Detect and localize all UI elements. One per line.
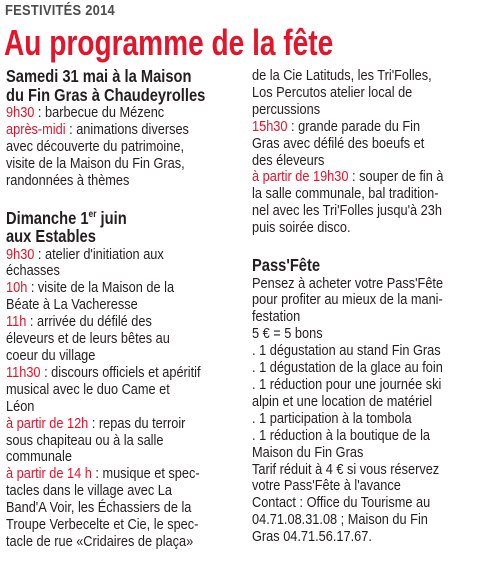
program-text: Léon (6, 397, 35, 415)
sunday-heading-line: Dimanche 1er juin (6, 207, 127, 228)
program-text: Troupe Verbecelte et Cie, le spec- (6, 516, 199, 534)
saturday-heading-line: du Fin Gras à Chaudeyrolles (6, 84, 206, 105)
program-text: : visite de la Maison de la (27, 279, 175, 297)
pass-fete-line: . 1 réduction pour une journée ski (252, 376, 442, 393)
pass-fete-line: pour profiter au mieux de la mani- (252, 291, 443, 309)
program-line (6, 517, 209, 534)
pass-fete-line: votre Pass'Fête à l'avance (252, 477, 401, 495)
program-text: Béate à La Vacheresse (6, 296, 138, 314)
pass-fete-line: 04.71.08.31.08 ; Maison du Fin (252, 511, 428, 529)
program-line (6, 280, 209, 297)
program-line (6, 500, 209, 517)
program-time: 9h30 (6, 245, 35, 263)
program-text: : repas du terroir (88, 414, 186, 432)
program-line (6, 399, 209, 416)
program-text: de la Cie Latituds, les Tri'Folles, (252, 67, 432, 84)
program-time: à partir de 12h (6, 414, 89, 432)
program-line (6, 483, 209, 500)
program-line (6, 263, 209, 280)
program-line (252, 119, 447, 136)
saturday-heading (6, 68, 248, 104)
program-text: : souper de fin à (348, 168, 444, 186)
program-line (252, 153, 447, 170)
program-line (6, 314, 209, 331)
program-text: Band'A Voir, les Échassiers de la (6, 499, 192, 517)
pass-fete-line: . 1 participation à la tombola (252, 409, 412, 427)
program-line (6, 173, 209, 190)
program-line (6, 122, 209, 139)
headline: Au programme de la fête (4, 22, 334, 63)
program-text: Los Percutos atelier local de (252, 83, 413, 101)
pass-fete-line: Tarif réduit à 4 € si vous réservez (252, 460, 440, 478)
program-line (252, 186, 447, 203)
program-line (6, 466, 209, 483)
pass-fete-line: . 1 dégustation au stand Fin Gras (252, 342, 441, 360)
sunday-program (6, 247, 248, 551)
program-line (6, 247, 209, 264)
program-text: éleveurs et de leurs bêtes au (6, 330, 170, 348)
saturday-program (6, 105, 248, 190)
program-line (6, 297, 209, 314)
program-text: : musique et spec- (91, 465, 200, 483)
program-text: sous chapiteau ou à la salle (6, 431, 164, 449)
program-continued (252, 68, 484, 237)
program-text: : grande parade du Fin (287, 117, 421, 135)
program-text: la salle communale, bal tradition- (252, 185, 439, 203)
left-column (6, 68, 248, 551)
pass-fete-line: Contact : Office du Tourisme au (252, 494, 431, 512)
program-line (6, 156, 209, 173)
pass-fete-line: . 1 dégustation de la glace au foin (252, 359, 443, 377)
program-line (6, 416, 209, 433)
program-time: à partir de 19h30 (252, 168, 349, 186)
program-text: : discours officiels et apéritif (40, 363, 201, 381)
program-line (6, 331, 209, 348)
program-time: 15h30 (252, 117, 288, 135)
program-text: : arrivée du défilé des (26, 313, 152, 331)
program-text: nel avec les Tri'Folles jusqu'à 23h (252, 202, 442, 220)
pass-fete-heading: Pass'Fête (252, 255, 321, 276)
program-text: randonnées à thèmes (6, 171, 130, 189)
program-text: des éleveurs (252, 151, 325, 169)
program-text: coeur du village (6, 346, 96, 364)
pass-fete-line: Maison du Fin Gras (252, 443, 364, 461)
program-text: : animations diverses (65, 120, 189, 138)
program-line (6, 105, 209, 122)
program-text: échasses (6, 262, 60, 280)
program-line (6, 139, 209, 156)
program-text: communale (6, 448, 72, 466)
program-line (6, 382, 209, 399)
saturday-heading-line: Samedi 31 mai à la Maison (6, 66, 192, 86)
program-line (6, 365, 209, 382)
program-time: 11h30 (6, 363, 41, 381)
pass-fete-line: Pensez à acheter votre Pass'Fête (252, 274, 444, 292)
program-text: puis soirée disco. (252, 219, 351, 237)
program-line (252, 85, 447, 102)
right-column (252, 68, 484, 546)
program-text: musical avec le duo Came et (6, 380, 170, 398)
pass-fete-line: 5 € = 5 bons (252, 325, 323, 343)
program-line (252, 169, 447, 186)
sunday-heading-line: aux Estables (6, 226, 96, 247)
program-time: à partir de 14 h (6, 465, 92, 483)
section-kicker: FESTIVITÉS 2014 (5, 2, 115, 19)
pass-fete-line: Gras 04.71.56.17.67. (252, 528, 372, 546)
program-line (252, 68, 447, 85)
program-text: : barbecue du Mézenc (34, 104, 165, 121)
program-time: après-midi (6, 120, 66, 138)
sunday-heading (6, 207, 248, 247)
pass-fete-body (252, 276, 484, 547)
pass-fete-line: . 1 réduction à la boutique de la (252, 426, 431, 444)
program-time: 11h (6, 313, 27, 331)
program-time: 10h (6, 279, 28, 297)
program-time: 9h30 (6, 104, 35, 121)
program-text: tacle de rue «Cridaires de plaça» (6, 532, 194, 550)
program-line (252, 102, 447, 119)
program-text: tacles dans le village avec La (6, 482, 172, 500)
program-text: Gras avec défilé des boeufs et (252, 134, 425, 152)
program-line (6, 449, 209, 466)
program-line (6, 348, 209, 365)
program-text: : atelier d'initiation aux (34, 245, 164, 263)
program-text: visite de la Maison du Fin Gras, (6, 154, 185, 172)
pass-fete-line: alpin et une location de matériel (252, 392, 433, 410)
program-text: avec découverte du patrimoine, (6, 137, 185, 155)
program-text: percussions (252, 100, 321, 118)
program-line (6, 534, 209, 551)
program-line (252, 220, 447, 237)
program-line (252, 203, 447, 220)
pass-fete-line: festation (252, 308, 301, 326)
program-line (6, 433, 209, 450)
program-line (252, 136, 447, 153)
